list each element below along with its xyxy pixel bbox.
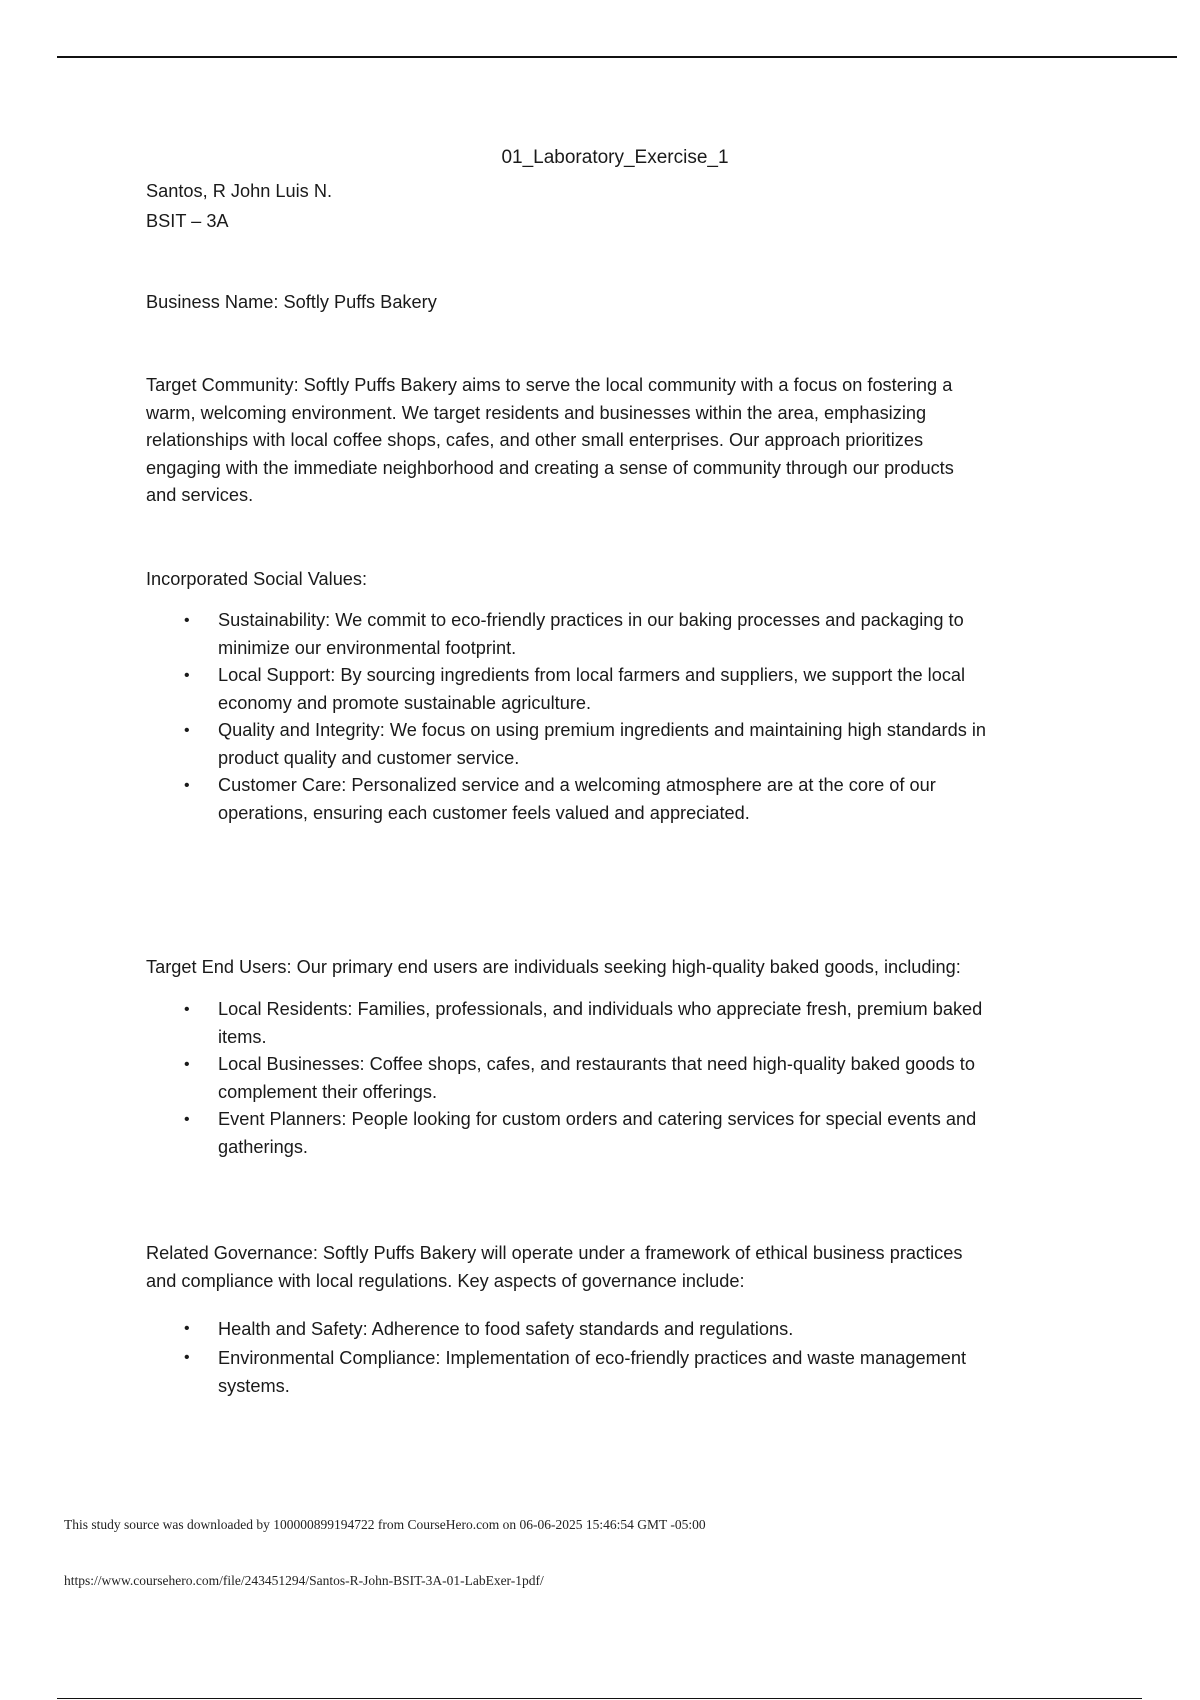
- paragraph-line: Target Community: Softly Puffs Bakery aims to serve the local community with a focus on fostering a: [146, 375, 953, 395]
- list-item-line: Local Residents: Families, professionals, and individuals who appreciate fresh, premium baked: [218, 999, 983, 1019]
- social-values-section: [146, 607, 1106, 827]
- governance-list: [146, 1315, 1106, 1401]
- download-source-note: This study source was downloaded by 100000899194722 from CourseHero.com on 06-06-2025 15:46:54 GMT -05:00: [64, 1517, 706, 1532]
- bullet-icon: •: [184, 777, 190, 794]
- paragraph-line: and compliance with local regulations. Key aspects of governance include:: [146, 1270, 745, 1291]
- list-item: [146, 1106, 1106, 1161]
- list-item: [146, 996, 1106, 1051]
- list-item-line: gatherings.: [218, 1136, 308, 1157]
- list-item: [146, 1315, 1106, 1344]
- list-item-line: Local Support: By sourcing ingredients from local farmers and suppliers, we support the local: [218, 665, 966, 685]
- end-users-section: [146, 996, 1106, 1161]
- bullet-icon: •: [184, 722, 190, 739]
- list-item-line: Customer Care: Personalized service and a welcoming atmosphere are at the core of our: [218, 775, 936, 795]
- list-item: [146, 607, 1106, 662]
- top-rule: [57, 56, 1177, 58]
- list-item: [146, 1344, 1106, 1401]
- end-users-list: [146, 996, 1106, 1161]
- bullet-icon: •: [184, 1348, 190, 1366]
- list-item-line: Health and Safety: Adherence to food safety standards and regulations.: [218, 1319, 794, 1339]
- list-item-line: Quality and Integrity: We focus on using premium ingredients and maintaining high standards in: [218, 720, 987, 740]
- list-item-line: economy and promote sustainable agriculture.: [218, 692, 592, 713]
- author-block: [146, 177, 1106, 236]
- list-item: [146, 717, 1106, 772]
- list-item: [146, 772, 1106, 827]
- source-url[interactable]: https://www.coursehero.com/file/243451294/Santos-R-John-BSIT-3A-01-LabExer-1pdf/: [64, 1573, 544, 1588]
- author-section: BSIT – 3A: [146, 210, 229, 231]
- list-item-line: Local Businesses: Coffee shops, cafes, and restaurants that need high-quality baked goods to: [218, 1054, 975, 1074]
- paragraph-line: Related Governance: Softly Puffs Bakery will operate under a framework of ethical business practices: [146, 1243, 963, 1263]
- bullet-icon: •: [184, 612, 190, 629]
- paragraph-line: warm, welcoming environment. We target residents and businesses within the area, emphasizing: [146, 402, 927, 423]
- business-name: Business Name: Softly Puffs Bakery: [146, 292, 437, 312]
- list-item-line: minimize our environmental footprint.: [218, 637, 517, 658]
- list-item: [146, 662, 1106, 717]
- bullet-icon: •: [184, 1111, 190, 1128]
- paragraph-line: and services.: [146, 485, 254, 505]
- bullet-icon: •: [184, 1056, 190, 1073]
- social-values-heading: Incorporated Social Values:: [146, 569, 368, 589]
- list-item-line: systems.: [218, 1376, 290, 1396]
- paragraph-line: relationships with local coffee shops, cafes, and other small enterprises. Our approach prioritizes: [146, 430, 924, 450]
- paragraph-line: engaging with the immediate neighborhood and creating a sense of community through our products: [146, 457, 954, 478]
- bullet-icon: •: [184, 667, 190, 684]
- bullet-icon: •: [184, 1001, 190, 1018]
- target-community-paragraph: [146, 372, 1106, 510]
- bottom-rule: [57, 1698, 1142, 1699]
- author-name: Santos, R John Luis N.: [146, 181, 333, 201]
- list-item: [146, 1051, 1106, 1106]
- list-item-line: Environmental Compliance: Implementation of eco-friendly practices and waste management: [218, 1347, 967, 1368]
- list-item-line: operations, ensuring each customer feels valued and appreciated.: [218, 802, 750, 823]
- social-values-list: [146, 607, 1106, 827]
- list-item-line: Event Planners: People looking for custom orders and catering services for special events and: [218, 1109, 977, 1129]
- list-item-line: Sustainability: We commit to eco-friendly practices in our baking processes and packaging to: [218, 610, 964, 630]
- bullet-icon: •: [184, 1320, 190, 1337]
- end-users-heading: Target End Users: Our primary end users are individuals seeking high-quality baked goods, including:: [146, 957, 961, 977]
- document-title: 01_Laboratory_Exercise_1: [501, 147, 729, 168]
- governance-section: [146, 1315, 1106, 1401]
- list-item-line: items.: [218, 1026, 267, 1047]
- governance-intro: [146, 1240, 1106, 1295]
- list-item-line: complement their offerings.: [218, 1081, 438, 1102]
- list-item-line: product quality and customer service.: [218, 747, 520, 768]
